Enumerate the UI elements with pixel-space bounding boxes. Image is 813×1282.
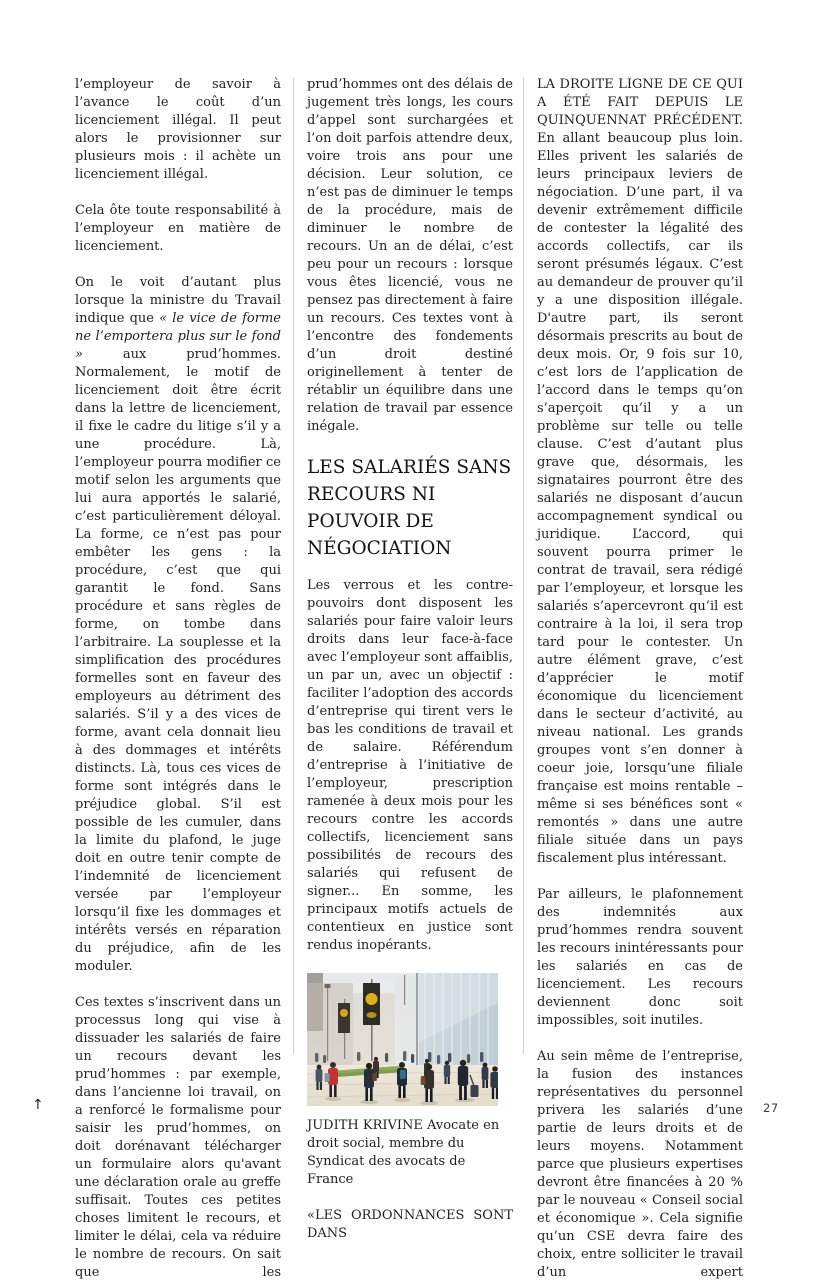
paragraph-cost-of-dismissal: l’employeur de savoir à l’avance le coût d’un licenciement illégal. Il peut alors le provisionner sur plusieurs mois : il achète un licenciement illégal. [75, 77, 281, 182]
column-left [75, 76, 281, 1282]
paragraph-ordonnances-droite-ligne [537, 76, 743, 868]
paragraph-plafonnement-indemnites: Par ailleurs, le plafonnement des indemnités aux prud’hommes rendra souvent les recours inintéressants pour les salariés en cas de licenciement. Les recours deviennent donc soit impossibles, soit inutiles. [537, 887, 743, 1028]
pull-quote-start: «LES ORDONNANCES SONT DANS [307, 1208, 513, 1241]
column-middle [307, 76, 513, 1261]
paragraph-vice-de-forme [75, 274, 281, 976]
paragraph-dissuader-recours: Ces textes s’inscrivent dans un processus long qui vise à dissuader les salariés de faire un recours devant les prud’hommes : par exemple, dans l’ancienne loi travail, on a renforcé le formalisme pour saisir les prud’hommes, on doit dorénavant télécharger un formulaire alors qu'avant une déclaration orale au greffe suffisait. Toutes ces petites choses limitent le recours, et limiter le délai, cela va réduire le nombre de recours. On sait que les [75, 995, 281, 1280]
crowd-photo [307, 973, 498, 1106]
paragraph-delais-jugement: prud’hommes ont des délais de jugement très longs, les cours d’appel sont surchargées et l’on doit parfois attendre deux, voire trois ans pour une décision. Leur solution, ce n’est pas de diminuer le temps de la procédure, mais de diminuer le nombre de recours. Un an de délai, c’est peu pour un recours : lorsque vous êtes licencié, vous ne pensez pas directement à faire un recours. Ces textes vont à l’encontre des fondements d’un droit destiné originellement à tenter de rétablir un équilibre dans une relation de travail par essence inégale. [307, 77, 513, 434]
pull-quote-continuation: LA DROITE LIGNE DE CE QUI A ÉTÉ FAIT DEPUIS LE QUINQUENNAT PRÉCÉDENT. [537, 77, 743, 128]
paragraph-segment: En allant beaucoup plus loin. Elles privent les salariés de leurs principaux leviers de négociation. D’une part, il va devenir extrêmement difficile de contester la légalité des accords collectifs, car ils seront présumés légaux. C’est au demandeur de prouver qu’il y a une disposition illégale. D'autre part, ils seront désormais prescrits au bout de deux mois. Or, 9 fois sur 10, c’est lors de l’application de l’accord dans le temps qu’on s’aperçoit qu’il y a un problème sur telle ou telle clause. C’est d’autant plus grave que, désormais, les signataires pourront être des salariés ne disposant d’aucun accompagnement syndical ou juridique. L’accord, qui souvent pourra primer le contrat de travail, sera rédigé par l’employeur, et lorsque les salariés s’apercevront qu’il est contraire à la loi, il sera trop tard pour le contester. Un autre élément grave, c’est d’apprécier le motif économique du licenciement dans le secteur d’activité, au niveau national. Les grands groupes vont s’en donner à coeur joie, lorsqu’une filiale française est moins rentable – même si ses bénéfices sont « remontés » dans une autre filiale située dans un pays fiscalement plus intéressant. [537, 131, 743, 866]
column-divider [523, 78, 524, 1054]
column-divider [293, 78, 294, 1054]
paragraph-fusion-instances: Au sein même de l’entreprise, la fusion des instances représentatives du personnel privera les salariés d’une partie de leurs droits et de leurs moyens. Notamment parce que plusieurs expertises devront être financées à 20 % par le nouveau « Conseil social et économique ». Cela signifie qu’un CSE devra faire des choix, entre solliciter le travail d’un expert [537, 1049, 743, 1280]
paragraph-employer-responsibility: Cela ôte toute responsabilité à l’employeur en matière de licenciement. [75, 203, 281, 254]
paragraph-segment: aux prud’hommes. Normalement, le motif de licenciement doit être écrit dans la lettre de licenciement, il fixe le cadre du litige s’il y a une procédure. Là, l’employeur pourra modifier ce motif selon les arguments que lui aura apportés le salarié, c’est particulièrement déloyal. La forme, ce n’est pas pour embêter les gens : la procédure, c’est que qui garantit le fond. Sans procédure et sans règles de forme, on tombe dans l’arbitraire. La souplesse et la simplification des procédures formelles sont en faveur des employeurs au détriment des salariés. S’il y a des vices de forme, avant cela donnait lieu à des dommages et intérêts distincts. Là, tous ces vices de forme sont intégrés dans le préjudice global. S’il est possible de les cumuler, dans la limite du plafond, le juge doit en outre tenir compte de l’indemnité de licenciement versée par l’employeur lorsqu’il fixe les dommages et intérêts versés en réparation du préjudice, afin de les moduler. [75, 347, 281, 974]
quoted-italic-segment: « le vice de forme ne l’emportera plus sur le fond » [75, 311, 281, 362]
back-to-top-arrow-icon[interactable]: ↑ [32, 1097, 44, 1113]
page-number: 27 [763, 1101, 779, 1115]
paragraph-verrous-contre-pouvoirs: Les verrous et les contre-pouvoirs dont disposent les salariés pour faire valoir leurs droits dans leur face-à-face avec l’employeur sont affaiblis, un par un, avec un objectif : faciliter l’adoption des accords d’entreprise qui tirent vers le bas les conditions de travail et de salaire. Référendum d’entreprise à l’initiative de l’employeur, prescription ramenée à deux mois pour les recours contre les accords collectifs, licenciement sans possibilités de recours des salariés qui refusent de signer... En somme, les principaux motifs actuels de contentieux en justice sont rendus inopérants. [307, 578, 513, 953]
photo-caption: JUDITH KRIVINE Avocate en droit social, membre du Syndicat des avocats de France [307, 1118, 500, 1187]
column-right [537, 76, 743, 1282]
paragraph-segment: On le voit d’autant plus lorsque la ministre du Travail indique que [75, 275, 281, 326]
section-heading: LES SALARIÉS SANS RECOURS NI POUVOIR DE NÉGOCIATION [307, 457, 512, 559]
